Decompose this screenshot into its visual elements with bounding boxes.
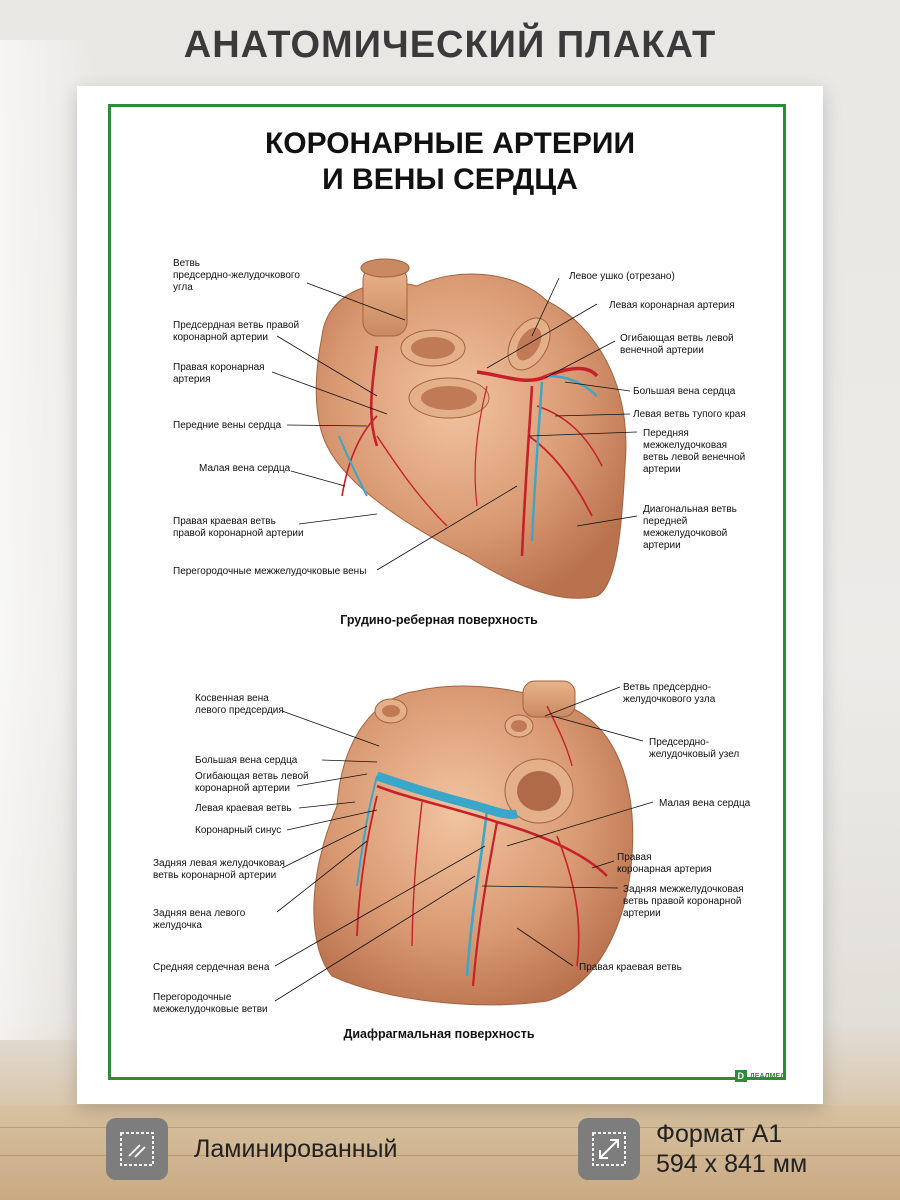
svg-text:Задняя вена левого жел [153, 908, 248, 931]
brand-logo-text: ДЕАЛМЕД [749, 1072, 785, 1080]
label-line: Левая ветвь тупого края [633, 409, 746, 420]
label-line: Средняя сердечная вена [153, 962, 270, 973]
label-line: левого предсердия [195, 705, 284, 716]
label-line: Правая краевая ветвь [173, 516, 276, 527]
feature-laminated [106, 1118, 398, 1180]
label-line: Задняя межжелудочковая [623, 884, 744, 895]
label-line: артерии [643, 464, 681, 475]
svg-text:Косвенная вена левого [195, 693, 284, 716]
heart-diagram [77, 86, 823, 1104]
label-line: артерии [623, 908, 661, 919]
label-line: Передняя [643, 428, 689, 439]
feature-line: Формат А1 [656, 1120, 783, 1148]
svg-text:Задняя межжелудочковая [623, 884, 746, 919]
anatomical-poster [77, 86, 823, 1104]
label-line: желудочкового узла [623, 694, 716, 705]
label-line: Огибающая ветвь левой [620, 333, 734, 344]
page-title: АНАТОМИЧЕСКИЙ ПЛАКАТ [183, 24, 717, 66]
svg-text:Задняя левая желудочковая [153, 858, 288, 881]
label-line: Диагональная ветвь [643, 504, 737, 515]
label-line: предсердно-желудочкового [173, 270, 300, 281]
label-line: Задняя вена левого [153, 908, 246, 919]
svg-text:Ветвь предсердно- желу [623, 682, 716, 705]
feature-text [656, 1119, 807, 1179]
label-line: ветвь левой венечной [643, 452, 746, 463]
svg-text:Огибающая ветвь левой [620, 332, 736, 356]
label-line: Большая вена сердца [195, 755, 298, 766]
label-line: коронарной артерии [195, 783, 290, 794]
feature-line: Ламинированный [194, 1135, 398, 1163]
brand-logo-icon: D [735, 1070, 747, 1082]
poster-title-line: КОРОНАРНЫЕ АРТЕРИИ [264, 127, 636, 160]
label-line: Перегородочные межжелудочковые вены [173, 566, 367, 577]
label-line: Предсердная ветвь правой [173, 320, 300, 331]
label-line: ветвь правой коронарной [623, 896, 742, 907]
label-line: Левая коронарная артерия [609, 300, 735, 311]
label-line: Задняя левая желудочковая [153, 858, 285, 869]
label-line: желудочковый узел [649, 749, 740, 760]
svg-text:Правая коронарная арте [617, 852, 712, 875]
label-line: Большая вена сердца [633, 386, 736, 397]
poster-title-line: И ВЕНЫ СЕРДЦА [322, 163, 578, 196]
label-line: Левое ушко (отрезано) [569, 271, 675, 282]
svg-text:Правая краевая ветвь п [173, 516, 304, 539]
caption-sternocostal: Грудино-реберная поверхность [340, 613, 538, 627]
label-line: Косвенная вена [195, 693, 269, 704]
label-line: Предсердно- [649, 737, 710, 748]
label-line: межжелудочковая [643, 440, 728, 451]
feature-format [578, 1118, 807, 1180]
label-line: угла [173, 282, 193, 293]
label-line: правой коронарной артерии [173, 528, 304, 539]
label-line: Передние вены сердца [173, 420, 282, 431]
label-line: коронарной артерии [173, 332, 268, 343]
label-line: артерия [173, 374, 211, 385]
label-line: желудочка [153, 920, 202, 931]
label-line: Малая вена сердца [659, 798, 751, 809]
svg-text:Диагональная ветвь пер [643, 504, 740, 551]
svg-text:Перегородочные межжелу [153, 992, 268, 1015]
label-line: ветвь коронарной артерии [153, 870, 277, 881]
heart-diaphragmatic [314, 681, 633, 1005]
label-line: Коронарный синус [195, 825, 282, 836]
label-line: Ветвь [173, 258, 201, 269]
label-line: Правая коронарная [173, 362, 265, 373]
laminated-sheet-icon [106, 1118, 168, 1180]
label-line: Ветвь предсердно- [623, 682, 712, 693]
label-line: передней [643, 516, 688, 527]
brand-logo [735, 1070, 785, 1082]
label-line: Малая вена сердца [199, 463, 291, 474]
svg-text:Ветвь предсердно-желуд [173, 258, 303, 293]
label-line: Перегородочные [153, 992, 232, 1003]
svg-text:Передняя межжелудочков [643, 428, 748, 475]
label-line: межжелудочковой [643, 528, 728, 539]
feature-line: 594 х 841 мм [656, 1150, 808, 1178]
label-line: артерии [643, 540, 681, 551]
label-line: Левая краевая ветвь [195, 803, 292, 814]
label-line: Правая краевая ветвь [579, 962, 682, 973]
caption-diaphragmatic: Диафрагмальная поверхность [343, 1027, 535, 1041]
svg-text:Предсердно- желудочков [649, 737, 739, 760]
label-line: Огибающая ветвь левой [195, 771, 309, 782]
label-line: венечной артерии [620, 345, 704, 356]
label-line: межжелудочковые ветви [153, 1004, 268, 1015]
svg-text:Правая коронарная арте [173, 362, 267, 385]
resize-arrows-icon [578, 1118, 640, 1180]
svg-text:Огибающая ветвь левой [195, 770, 311, 794]
label-line: коронарная артерия [617, 864, 712, 875]
heart-sternocostal [316, 259, 626, 598]
label-line: Правая [617, 852, 652, 863]
labels-bottom-left [153, 693, 311, 1015]
feature-text [194, 1134, 398, 1164]
